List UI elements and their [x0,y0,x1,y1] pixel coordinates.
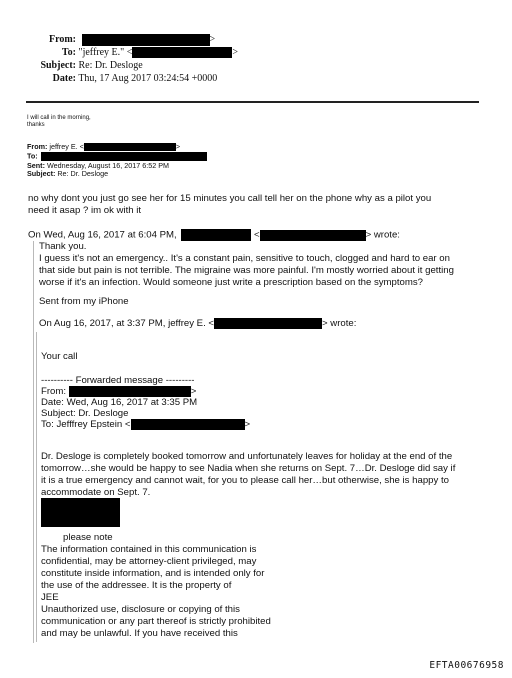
header-subject-value: Re: Dr. Desloge [78,60,143,71]
forwarded-to-value: To: Jefffrey Epstein < [41,419,131,431]
header-divider [26,101,479,103]
header-subject-row [40,59,143,72]
forwarded-from-row [41,386,196,398]
fwd-to-label: To: [27,151,38,161]
wrote-1-prefix: On Wed, Aug 16, 2017 at 6:04 PM, [28,229,177,241]
message-3-line-1: Dr. Desloge is completely booked tomorrow and unfortunately leaves for holiday at the end of the [41,451,453,462]
fwd-sent-value: Wednesday, August 16, 2017 6:52 PM [46,161,169,170]
message-3-line-4: accommodate on Sept. 7. [41,487,151,498]
forwarded-to-row [41,419,250,431]
header-to-row [40,46,238,59]
wrote-1-lt: < [253,229,260,241]
message-2-line-3: that side but pain is not terrible. The migraine was more painful. I'm mostly worried about it getting [39,265,454,276]
disclaimer-line-6: Unauthorized use, disclosure or copying of this [41,604,240,615]
redaction-block [131,419,245,430]
fwd-subject-value: Re: Dr. Desloge [57,169,109,178]
gt-mark: > [232,47,239,58]
message-2-line-2: I guess it's not an emergency.. It's a constant pain, sensitive to touch, clogged and hard to ear on [39,253,450,264]
document-id: EFTA00676958 [429,660,504,671]
redaction-block [69,386,191,397]
fwd-subject-label: Subject: [27,169,56,178]
reply-top-line-1: I will call in the morning, [27,115,91,121]
quote-bar-level-2 [36,332,37,642]
wrote-line-2 [39,318,356,330]
header-from-label: From: [48,34,76,45]
header-subject-label: Subject: [40,60,76,71]
forwarded-divider: ---------- Forwarded message --------- [41,375,195,386]
forwarded-from-gt: > [190,386,197,398]
fwd-to-row [27,152,207,161]
fwd-from-label: From: [27,142,48,151]
your-call-text: Your call [41,351,78,362]
message-3-line-3: it is a true emergency and cannot wait, for you to please call her…but otherwise, she is happy to [41,475,449,486]
sent-from-signature: Sent from my iPhone [39,296,129,307]
header-to-value: "jeffrey E." < [78,47,133,58]
message-2-line-4: worse if it's an infection. Would someone just write a prescription based on the symptoms? [39,277,423,288]
header-to-label: To: [61,47,76,58]
header-date-value: Thu, 17 Aug 2017 03:24:54 +0000 [78,73,218,84]
fwd-from-value: jeffrey E. < [49,142,84,151]
forwarded-date: Date: Wed, Aug 16, 2017 at 3:35 PM [41,397,198,408]
disclaimer-line-8: and may be unlawful. If you have received this [41,628,238,639]
message-2-line-1: Thank you. [39,241,87,252]
header-from-row [40,33,215,46]
quote-bar-level-1 [33,241,34,643]
wrote-2-prefix: On Aug 16, 2017, at 3:37 PM, jeffrey E. < [39,318,215,330]
fwd-from-row [27,143,180,151]
forwarded-from-label: From: [41,386,67,398]
signature-redaction [41,498,120,527]
message-3-line-2: tomorrow…she would be happy to see Nadia when she returns on Sept. 7…Dr. Desloge did say if [41,463,456,474]
wrote-2-suffix: > wrote: [322,318,357,330]
message-1-line-1: no why dont you just go see her for 15 minutes you call tell her on the phone why as a pilot you [28,193,432,204]
disclaimer-line-2: confidential, may be attorney-client privileged, may [41,556,257,567]
redaction-block [260,230,366,241]
forwarded-to-gt: > [244,419,251,431]
fwd-subject-row [27,170,108,178]
message-1-line-2: need it asap ? im ok with it [28,205,142,216]
gt-mark: > [209,34,216,45]
disclaimer-line-4: the use of the addressee. It is the property of [41,580,232,591]
disclaimer-line-3: constitute inside information, and is intended only for [41,568,265,579]
disclaimer-line-5: JEE [41,592,59,603]
disclaimer-line-7: communication or any part thereof is strictly prohibited [41,616,271,627]
redaction-block [84,143,176,151]
redaction-block [214,318,322,329]
redaction-block [181,229,251,241]
gt-mark: > [175,142,181,151]
header-date-row [40,72,217,85]
redaction-block [132,47,232,58]
reply-top-line-2: thanks [27,122,45,128]
disclaimer-line-1: The information contained in this communication is [41,544,257,555]
redaction-block [41,152,207,161]
please-note-text: please note [63,532,113,543]
wrote-line-1 [28,229,400,241]
redaction-block [82,34,210,46]
wrote-1-suffix: > wrote: [365,229,400,241]
fwd-sent-label: Sent: [27,161,45,170]
header-date-label: Date: [52,73,76,84]
forwarded-subject: Subject: Dr. Desloge [41,408,129,419]
